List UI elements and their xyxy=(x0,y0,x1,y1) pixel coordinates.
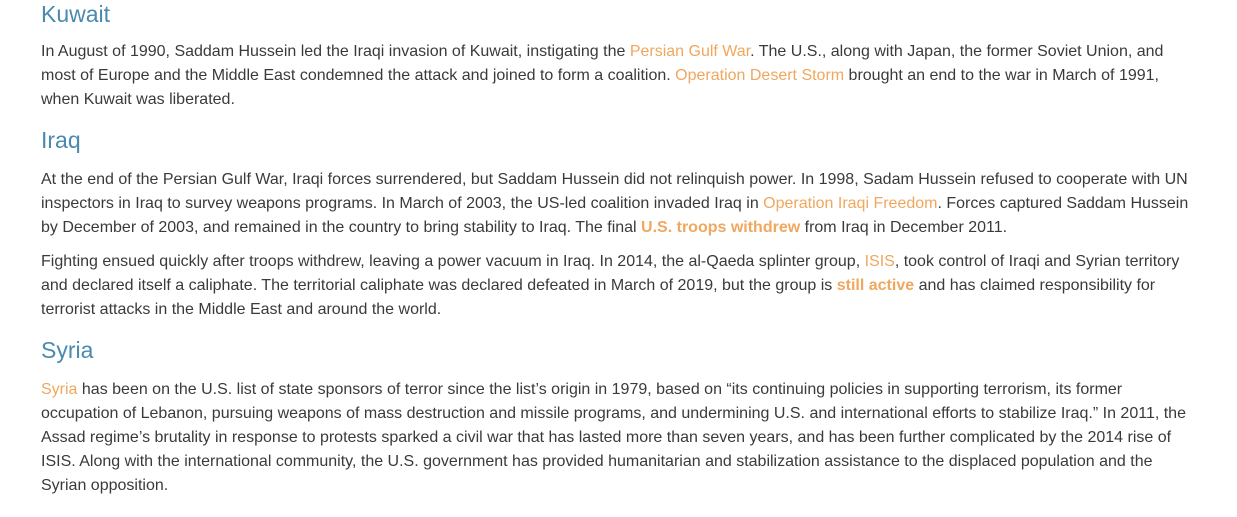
article-content xyxy=(41,0,1191,498)
link-syria[interactable]: Syria xyxy=(41,381,78,398)
link-us-troops-withdrew[interactable]: U.S. troops withdrew xyxy=(641,219,801,236)
link-isis[interactable]: ISIS xyxy=(864,253,895,270)
paragraph-iraq-1 xyxy=(41,168,1191,240)
text-span: brought an end to the war in March of 1991, when Kuwait was liberated. xyxy=(41,67,1159,108)
paragraph-iraq-2 xyxy=(41,250,1191,322)
link-operation-desert-storm[interactable]: Operation Desert Storm xyxy=(675,67,845,84)
link-still-active[interactable]: still active xyxy=(836,277,915,294)
text-span: , took control of Iraqi and Syrian territory and declared itself a caliphate. The territorial caliphate was declared defeated in March of 2019, but the group is xyxy=(41,253,1180,294)
section-heading-kuwait: Kuwait xyxy=(41,1,111,27)
section-heading-syria: Syria xyxy=(41,337,94,363)
section-heading-iraq: Iraq xyxy=(41,127,81,153)
text-span: . Forces captured Saddam Hussein by December of 2003, and remained in the country to bring stability to Iraq. The final xyxy=(41,195,1189,236)
text-span: . The U.S., along with Japan, the former Soviet Union, and most of Europe and the Middle East condemned the attack and joined to form a coalition. xyxy=(41,43,1164,84)
link-operation-iraqi-freedom[interactable]: Operation Iraqi Freedom xyxy=(763,195,938,212)
paragraph-syria xyxy=(41,378,1191,498)
text-span: has been on the U.S. list of state sponsors of terror since the list’s origin in 1979, based on “its continuing policies in supporting terrorism, its former occupation of Lebanon, pursuing weapons of mass destruction and missile programs, and undermining U.S. and international efforts to stabilize Iraq.” In 2011, the Assad regime’s brutality in response to protests sparked a civil war that has lasted more than seven years, and has been further complicated by the 2014 rise of ISIS. Along with the international community, the U.S. government has provided humanitarian and stabilization assistance to the displaced population and the Syrian opposition. xyxy=(41,381,1186,494)
text-span: At the end of the Persian Gulf War, Iraqi forces surrendered, but Saddam Hussein did not relinquish power. In 1998, Sadam Hussein refused to cooperate with UN inspectors in Iraq to survey weapons programs. In March of 2003, the US-led coalition invaded Iraq in xyxy=(41,171,1188,212)
text-span: and has claimed responsibility for terrorist attacks in the Middle East and around the world. xyxy=(41,277,1156,318)
text-span: from Iraq in December 2011. xyxy=(800,219,1008,236)
paragraph-kuwait xyxy=(41,40,1191,112)
link-persian-gulf-war[interactable]: Persian Gulf War xyxy=(629,43,751,60)
text-span: Fighting ensued quickly after troops withdrew, leaving a power vacuum in Iraq. In 2014, the al-Qaeda splinter group, xyxy=(41,253,865,270)
text-span: In August of 1990, Saddam Hussein led the Iraqi invasion of Kuwait, instigating the xyxy=(41,43,630,60)
